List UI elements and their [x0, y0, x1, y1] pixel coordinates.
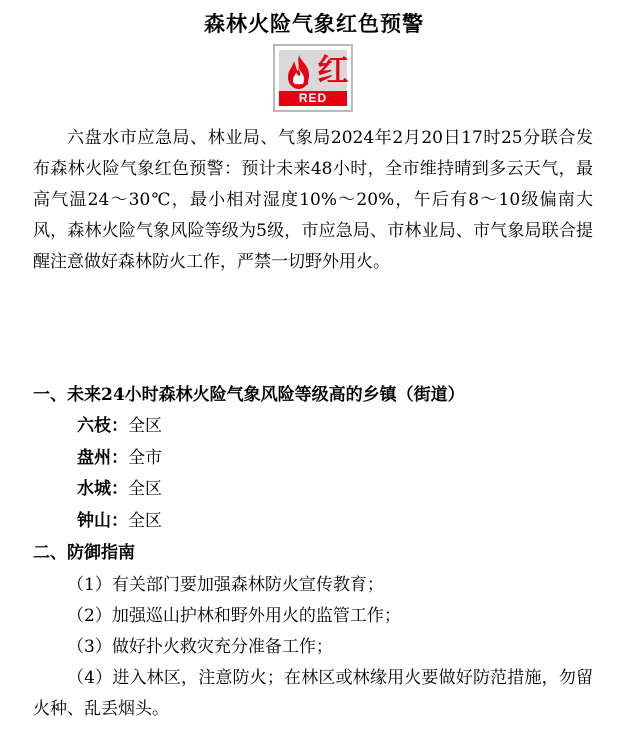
guide-list	[33, 570, 593, 725]
town-list	[77, 411, 162, 537]
section2-heading: 二、防御指南	[33, 543, 135, 563]
section1-heading: 一、未来24小时森林火险气象风险等级高的乡镇（街道）	[33, 385, 465, 405]
badge-top	[279, 50, 347, 93]
badge-char: 红	[317, 53, 349, 89]
town-value: 全区	[128, 416, 162, 436]
page-title: 森林火险气象红色预警	[204, 12, 424, 36]
list-item: （1）有关部门要加强森林防火宣传教育；	[67, 575, 384, 595]
town-value: 全区	[128, 479, 162, 499]
town-name: 盘州：	[77, 447, 128, 468]
list-item: （2）加强巡山护林和野外用火的监管工作；	[67, 606, 401, 626]
list-item: （4）进入林区，注意防火；在林区或林缘用火要做好防范措施，勿留火种、乱丢烟头。	[33, 668, 593, 719]
town-name: 钟山：	[77, 510, 128, 531]
town-name: 六枝：	[77, 416, 128, 436]
red-warning-badge	[273, 44, 353, 112]
town-value: 全区	[128, 510, 162, 531]
list-item	[77, 474, 162, 506]
list-item: （3）做好扑火救灾充分准备工作；	[67, 637, 333, 657]
badge-label: RED	[279, 91, 347, 106]
announcement-paragraph: 六盘水市应急局、林业局、气象局2024年2月20日17时25分联合发布森林火险气象红色预警：预计未来48小时，全市维持晴到多云天气，最高气温24～30℃，最小相对湿度10%～20%，午后有8～10级偏南大风，森林火险气象风险等级为5级，市应急局、市林业局、市气象局联合提醒注意做好森林防火工作，严禁一切野外用火。	[33, 128, 593, 272]
town-name: 水城：	[77, 479, 128, 499]
town-value: 全市	[128, 447, 162, 468]
list-item	[77, 411, 162, 443]
list-item	[77, 506, 162, 538]
list-item	[77, 443, 162, 475]
flame-icon	[283, 52, 315, 92]
